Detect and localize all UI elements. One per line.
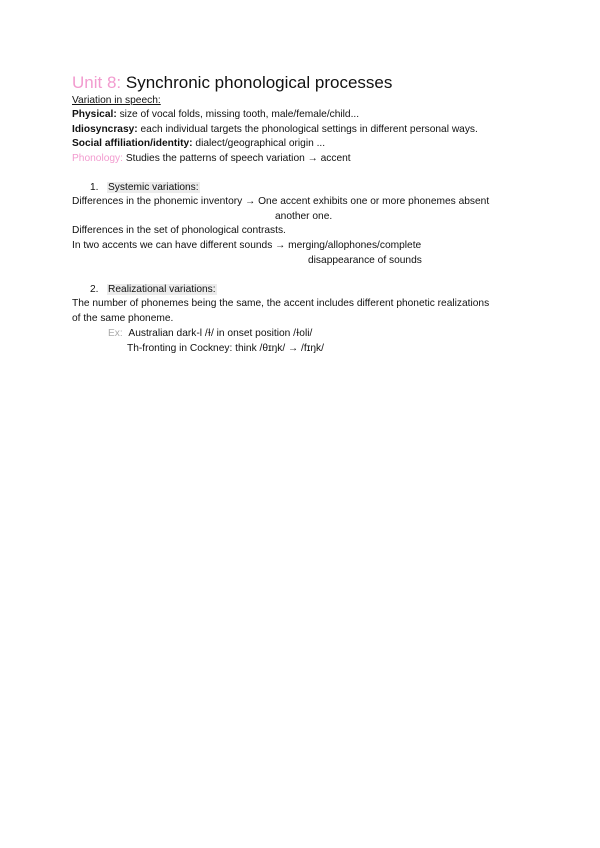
example-label: Ex: [108, 328, 123, 339]
section-1-heading [90, 181, 200, 195]
definition-social [72, 137, 325, 151]
definition-text: size of vocal folds, missing tooth, male/female/child... [116, 109, 360, 120]
page-title [72, 73, 392, 93]
section-1-line: Differences in the phonemic inventory → One accent exhibits one or more phonemes absent [72, 196, 490, 207]
example-1 [108, 327, 312, 341]
section-heading: Realizational variations: [108, 284, 216, 295]
definition-text: each individual targets the phonological settings in different personal ways. [137, 124, 478, 135]
section-number: 2. [90, 284, 99, 295]
definition-idiosyncrasy [72, 123, 478, 137]
unit-label: Unit 8: [72, 73, 122, 92]
section-1-line: Differences in the set of phonological contrasts. [72, 225, 286, 236]
definition-term: Idiosyncrasy: [72, 124, 138, 135]
definition-phonology [72, 152, 351, 166]
example-2: Th-fronting in Cockney: think /θɪŋk/ → /fɪŋk/ [127, 343, 324, 354]
definition-physical [72, 108, 359, 122]
section-2-line: The number of phonemes being the same, the accent includes different phonetic realizations [72, 298, 490, 309]
definition-term: Phonology: [72, 153, 123, 164]
definition-text: Studies the patterns of speech variation → accent [122, 153, 351, 164]
subtitle: Variation in speech: [72, 95, 161, 106]
section-heading: Systemic variations: [108, 182, 199, 193]
section-number: 1. [90, 182, 99, 193]
section-2-line: of the same phoneme. [72, 313, 174, 324]
section-1-line: disappearance of sounds [308, 255, 422, 266]
section-2-heading [90, 283, 217, 297]
definition-term: Physical: [72, 109, 117, 120]
definition-term: Social affiliation/identity: [72, 138, 193, 149]
definition-text: dialect/geographical origin ... [192, 138, 326, 149]
title-text: Synchronic phonological processes [121, 73, 393, 92]
example-text: Australian dark-l /ɫ/ in onset position /ɫoli/ [128, 328, 313, 339]
section-1-line: another one. [275, 211, 333, 222]
section-1-line: In two accents we can have different sounds → merging/allophones/complete [72, 240, 422, 251]
